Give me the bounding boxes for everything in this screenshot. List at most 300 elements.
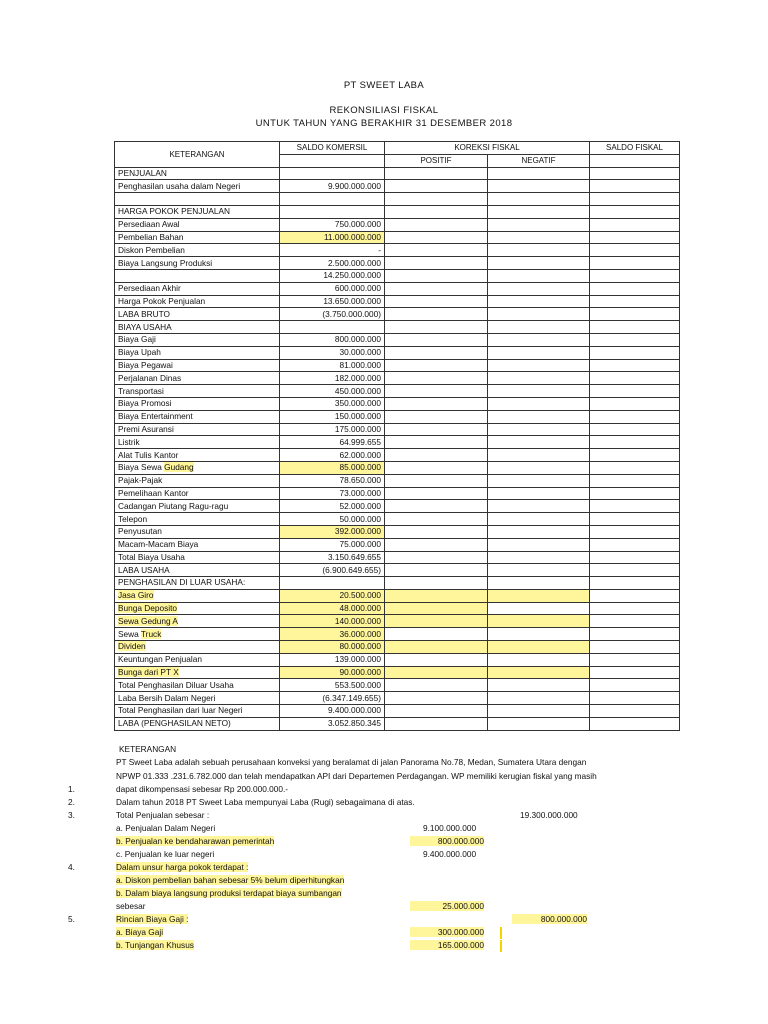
row-label-text: Dividen [118,641,146,652]
row-label-text: Bunga dari PT X [118,667,179,678]
table-row [115,410,680,423]
row-label-text: HARGA POKOK PENJUALAN [118,206,231,217]
row-saldo-komersil: 73.000.000 [280,487,385,500]
row-label [115,641,280,654]
row-koreksi-negatif [488,577,590,590]
row-koreksi-negatif [488,218,590,231]
row-label [115,551,280,564]
row-koreksi-negatif [488,551,590,564]
reconciliation-body [115,167,680,730]
row-saldo-fiskal [590,717,680,730]
row-saldo-fiskal [590,461,680,474]
row-koreksi-positif [385,205,488,218]
table-row [115,538,680,551]
row-koreksi-negatif [488,538,590,551]
row-koreksi-negatif [488,231,590,244]
row-koreksi-negatif [488,666,590,679]
row-saldo-komersil: 90.000.000 [280,666,385,679]
row-koreksi-positif [385,359,488,372]
row-label [115,269,280,282]
row-label [115,615,280,628]
row-saldo-komersil [280,193,385,206]
row-label [115,333,280,346]
row-saldo-fiskal [590,321,680,334]
row-saldo-fiskal [590,397,680,410]
row-saldo-fiskal [590,525,680,538]
row-koreksi-positif [385,423,488,436]
row-saldo-fiskal [590,705,680,718]
table-row [115,461,680,474]
row-label [115,205,280,218]
notes-heading: KETERANGAN [119,744,177,754]
row-koreksi-positif [385,282,488,295]
note-4b-continuation: sebesar [116,901,146,911]
note-5a-label: a. Biaya Gaji [116,927,164,937]
row-koreksi-negatif [488,346,590,359]
row-koreksi-positif [385,346,488,359]
row-saldo-komersil: 553.500.000 [280,679,385,692]
row-koreksi-negatif [488,602,590,615]
row-koreksi-negatif [488,436,590,449]
note-1-number: 1. [68,784,75,794]
row-label [115,257,280,270]
row-saldo-fiskal [590,551,680,564]
row-saldo-fiskal [590,628,680,641]
document-title: REKONSILIASI FISKAL [329,105,439,116]
note-5-total: 800.000.000 [512,914,587,924]
row-saldo-komersil: 81.000.000 [280,359,385,372]
row-saldo-komersil: 800.000.000 [280,333,385,346]
row-label [115,653,280,666]
row-saldo-komersil [280,321,385,334]
note-3-text: Total Penjualan sebesar : [116,810,210,820]
table-row [115,513,680,526]
row-saldo-komersil: 80.000.000 [280,641,385,654]
row-saldo-fiskal [590,244,680,257]
table-row [115,423,680,436]
row-label-text: Biaya Gaji [118,334,156,345]
row-label-text: Total Penghasilan Diluar Usaha [118,679,234,690]
row-koreksi-negatif [488,372,590,385]
row-label-text: Biaya Promosi [118,398,172,409]
row-koreksi-negatif [488,167,590,180]
row-saldo-komersil: 150.000.000 [280,410,385,423]
row-label [115,500,280,513]
table-row [115,692,680,705]
row-label [115,410,280,423]
row-koreksi-negatif [488,295,590,308]
row-saldo-fiskal [590,359,680,372]
row-label-text: Macam-Macam Biaya [118,539,199,550]
table-row [115,551,680,564]
header-blank [280,154,385,167]
row-saldo-fiskal [590,679,680,692]
row-koreksi-positif [385,589,488,602]
table-row [115,205,680,218]
row-saldo-fiskal [590,666,680,679]
row-koreksi-negatif [488,359,590,372]
row-label [115,423,280,436]
row-koreksi-negatif [488,244,590,257]
table-row [115,193,680,206]
row-saldo-komersil: (6.347.149.655) [280,692,385,705]
table-row [115,180,680,193]
row-koreksi-positif [385,372,488,385]
row-saldo-fiskal [590,653,680,666]
row-koreksi-positif [385,321,488,334]
table-row [115,602,680,615]
row-label [115,244,280,257]
row-koreksi-negatif [488,269,590,282]
row-koreksi-negatif [488,333,590,346]
row-koreksi-negatif [488,397,590,410]
row-saldo-fiskal [590,385,680,398]
row-label-text: Penghasilan usaha dalam Negeri [118,180,241,191]
row-label-text: LABA USAHA [118,564,170,575]
row-saldo-fiskal [590,577,680,590]
table-row [115,397,680,410]
table-row [115,666,680,679]
row-saldo-komersil: 14.250.000.000 [280,269,385,282]
row-koreksi-negatif [488,385,590,398]
row-label-text: PENGHASILAN DI LUAR USAHA: [118,577,246,588]
row-saldo-komersil: 52.000.000 [280,500,385,513]
row-koreksi-negatif [488,589,590,602]
row-saldo-komersil: 3.052.850.345 [280,717,385,730]
row-label [115,538,280,551]
note-5-text: Rincian Biaya Gaji : [116,914,189,924]
row-label-text: Jasa Giro [118,590,154,601]
row-label [115,385,280,398]
row-koreksi-negatif [488,564,590,577]
row-saldo-fiskal [590,180,680,193]
row-label-text: Penyusutan [118,526,162,537]
row-saldo-komersil: 9.400.000.000 [280,705,385,718]
row-koreksi-positif [385,436,488,449]
row-label [115,167,280,180]
header-positif: POSITIF [385,154,488,167]
row-label [115,564,280,577]
row-saldo-fiskal [590,205,680,218]
row-label-text: Alat Tulis Kantor [118,449,179,460]
header-saldo-komersil: SALDO KOMERSIL [280,142,385,155]
table-row [115,628,680,641]
table-row [115,321,680,334]
row-koreksi-negatif [488,449,590,462]
table-row [115,436,680,449]
row-label-text: Persediaan Awal [118,219,180,230]
row-koreksi-positif [385,577,488,590]
row-koreksi-negatif [488,705,590,718]
row-label-text: Total Biaya Usaha [118,551,185,562]
row-saldo-komersil: - [280,244,385,257]
row-saldo-fiskal [590,564,680,577]
row-saldo-komersil: 85.000.000 [280,461,385,474]
row-label-text: Diskon Pembelian [118,244,185,255]
highlight-mark [500,940,502,952]
table-row [115,615,680,628]
note-3b-label: b. Penjualan ke bendaharawan pemerintah [116,836,275,846]
row-saldo-komersil: 750.000.000 [280,218,385,231]
row-label-text: Premi Asuransi [118,423,174,434]
row-label-text: Biaya Pegawai [118,359,173,370]
row-koreksi-negatif [488,679,590,692]
row-label-text: Persediaan Akhir [118,283,181,294]
row-saldo-fiskal [590,615,680,628]
row-label [115,397,280,410]
row-koreksi-positif [385,461,488,474]
row-label-text: Biaya Entertainment [118,411,193,422]
table-row [115,218,680,231]
row-label [115,705,280,718]
row-label [115,461,280,474]
row-koreksi-negatif [488,423,590,436]
row-label-highlight: Gudang [164,462,194,473]
row-label [115,717,280,730]
row-saldo-komersil: 139.000.000 [280,653,385,666]
row-koreksi-positif [385,564,488,577]
row-saldo-komersil: (3.750.000.000) [280,308,385,321]
row-label-text: LABA BRUTO [118,308,170,319]
note-3a-label: a. Penjualan Dalam Negeri [116,823,216,833]
row-saldo-komersil: 140.000.000 [280,615,385,628]
row-koreksi-positif [385,615,488,628]
row-koreksi-positif [385,513,488,526]
header-keterangan: KETERANGAN [115,142,280,168]
row-saldo-komersil: 50.000.000 [280,513,385,526]
row-label-text: Pemelihaan Kantor [118,487,189,498]
row-label [115,449,280,462]
row-koreksi-negatif [488,487,590,500]
row-saldo-fiskal [590,500,680,513]
row-saldo-komersil: 175.000.000 [280,423,385,436]
note-3b-value: 800.000.000 [410,836,484,846]
row-koreksi-positif [385,244,488,257]
table-row [115,257,680,270]
row-saldo-komersil: 36.000.000 [280,628,385,641]
row-label-text: Perjalanan Dinas [118,372,182,383]
row-saldo-fiskal [590,308,680,321]
row-label-text: Sewa Gedung A [118,615,178,626]
row-koreksi-positif [385,410,488,423]
header-blank [590,154,680,167]
note-3a-value: 9.100.000.000 [423,823,477,833]
note-3c-value: 9.400.000.000 [423,849,477,859]
row-saldo-komersil: 62.000.000 [280,449,385,462]
row-koreksi-positif [385,717,488,730]
row-saldo-fiskal [590,269,680,282]
row-saldo-komersil: 64.999.655 [280,436,385,449]
row-saldo-komersil: 350.000.000 [280,397,385,410]
table-row [115,282,680,295]
row-koreksi-negatif [488,193,590,206]
row-saldo-komersil: 2.500.000.000 [280,257,385,270]
row-label-text: Cadangan Piutang Ragu-ragu [118,500,229,511]
note-4b-value: 25.000.000 [410,901,484,911]
row-saldo-komersil: 182.000.000 [280,372,385,385]
table-row [115,564,680,577]
row-label-text: LABA (PENGHASILAN NETO) [118,718,231,729]
row-koreksi-positif [385,525,488,538]
header-saldo-fiskal: SALDO FISKAL [590,142,680,155]
row-saldo-komersil: 48.000.000 [280,602,385,615]
table-row [115,308,680,321]
row-koreksi-positif [385,385,488,398]
row-koreksi-positif [385,193,488,206]
header-koreksi-fiskal: KOREKSI FISKAL [385,142,590,155]
notes-intro-line1: PT Sweet Laba adalah sebuah perusahaan konveksi yang beralamat di jalan Panorama No.78, Medan, Sumatera Utara dengan [116,757,587,767]
row-koreksi-positif [385,653,488,666]
highlight-mark [500,927,502,939]
row-koreksi-negatif [488,474,590,487]
table-row [115,333,680,346]
table-row [115,525,680,538]
row-label [115,308,280,321]
row-saldo-komersil [280,205,385,218]
row-label-text: Biaya Upah [118,347,161,358]
row-koreksi-positif [385,257,488,270]
row-saldo-komersil [280,577,385,590]
row-saldo-fiskal [590,487,680,500]
row-saldo-fiskal [590,602,680,615]
row-koreksi-positif [385,487,488,500]
row-koreksi-positif [385,269,488,282]
note-4b-text: b. Dalam biaya langsung produksi terdapat biaya sumbangan [116,888,342,898]
row-label-text: Biaya Sewa [118,462,165,473]
note-5b-label: b. Tunjangan Khusus [116,940,194,950]
row-label [115,218,280,231]
row-saldo-fiskal [590,410,680,423]
row-koreksi-positif [385,602,488,615]
row-label [115,372,280,385]
note-1-text: dapat dikompensasi sebesar Rp 200.000.000.- [116,784,289,794]
row-saldo-komersil: 3.150.649.655 [280,551,385,564]
reconciliation-table [114,141,680,731]
note-4a-text: a. Diskon pembelian bahan sebesar 5% belum diperhitungkan [116,875,345,885]
row-koreksi-positif [385,449,488,462]
row-label [115,193,280,206]
row-koreksi-positif [385,308,488,321]
row-label-text: PENJUALAN [118,167,167,178]
row-saldo-fiskal [590,474,680,487]
note-4-number: 4. [68,862,75,872]
row-saldo-fiskal [590,257,680,270]
row-koreksi-positif [385,641,488,654]
row-koreksi-negatif [488,321,590,334]
table-row [115,372,680,385]
row-saldo-komersil: 450.000.000 [280,385,385,398]
row-koreksi-positif [385,705,488,718]
row-label-text: Pembelian Bahan [118,231,184,242]
row-koreksi-negatif [488,692,590,705]
row-saldo-komersil: 30.000.000 [280,346,385,359]
row-koreksi-positif [385,692,488,705]
row-koreksi-negatif [488,205,590,218]
table-row [115,269,680,282]
table-row [115,167,680,180]
row-label [115,295,280,308]
row-saldo-fiskal [590,538,680,551]
row-label [115,474,280,487]
notes-intro-line2: NPWP 01.333 .231.6.782.000 dan telah mendapatkan API dari Departemen Perdagangan. WP memiliki kerugian fiskal yang masih [116,771,597,781]
row-label-text: Bunga Deposito [118,603,178,614]
row-koreksi-positif [385,679,488,692]
note-5-number: 5. [68,914,75,924]
note-3-total: 19.300.000.000 [520,810,578,820]
document-period: UNTUK TAHUN YANG BERAKHIR 31 DESEMBER 2018 [255,118,513,129]
row-saldo-komersil [280,167,385,180]
table-row [115,705,680,718]
row-label [115,628,280,641]
row-koreksi-negatif [488,410,590,423]
table-row [115,641,680,654]
note-2-number: 2. [68,797,75,807]
row-label [115,666,280,679]
row-saldo-komersil: 75.000.000 [280,538,385,551]
company-name: PT SWEET LABA [343,80,425,91]
table-row [115,487,680,500]
row-koreksi-negatif [488,461,590,474]
row-label-text: Harga Pokok Penjualan [118,295,206,306]
row-label [115,692,280,705]
table-row [115,679,680,692]
row-label [115,577,280,590]
row-koreksi-positif [385,628,488,641]
row-koreksi-positif [385,474,488,487]
row-koreksi-negatif [488,641,590,654]
row-label-text: Sewa [118,628,141,639]
row-saldo-fiskal [590,692,680,705]
table-row [115,359,680,372]
row-saldo-fiskal [590,436,680,449]
row-koreksi-positif [385,295,488,308]
row-koreksi-negatif [488,513,590,526]
row-saldo-komersil: 20.500.000 [280,589,385,602]
row-koreksi-negatif [488,525,590,538]
row-label-text: Listrik [118,436,140,447]
table-row [115,474,680,487]
row-koreksi-negatif [488,500,590,513]
table-row [115,717,680,730]
row-saldo-fiskal [590,295,680,308]
row-saldo-fiskal [590,346,680,359]
note-5a-value: 300.000.000 [410,927,484,937]
table-row [115,449,680,462]
row-label [115,525,280,538]
row-saldo-komersil: 9.900.000.000 [280,180,385,193]
row-label [115,282,280,295]
row-saldo-komersil: 13.650.000.000 [280,295,385,308]
row-label-text: Pajak-Pajak [118,475,163,486]
table-row [115,244,680,257]
row-koreksi-positif [385,397,488,410]
row-koreksi-positif [385,218,488,231]
row-saldo-fiskal [590,449,680,462]
row-label-text: Telepon [118,513,148,524]
row-koreksi-positif [385,231,488,244]
row-saldo-fiskal [590,423,680,436]
row-koreksi-positif [385,500,488,513]
note-2-text: Dalam tahun 2018 PT Sweet Laba mempunyai Laba (Rugi) sebagaimana di atas. [116,797,415,807]
row-saldo-fiskal [590,589,680,602]
row-label [115,513,280,526]
row-koreksi-positif [385,333,488,346]
row-koreksi-negatif [488,282,590,295]
row-saldo-fiskal [590,282,680,295]
row-saldo-komersil: 78.650.000 [280,474,385,487]
row-saldo-fiskal [590,372,680,385]
row-koreksi-positif [385,167,488,180]
